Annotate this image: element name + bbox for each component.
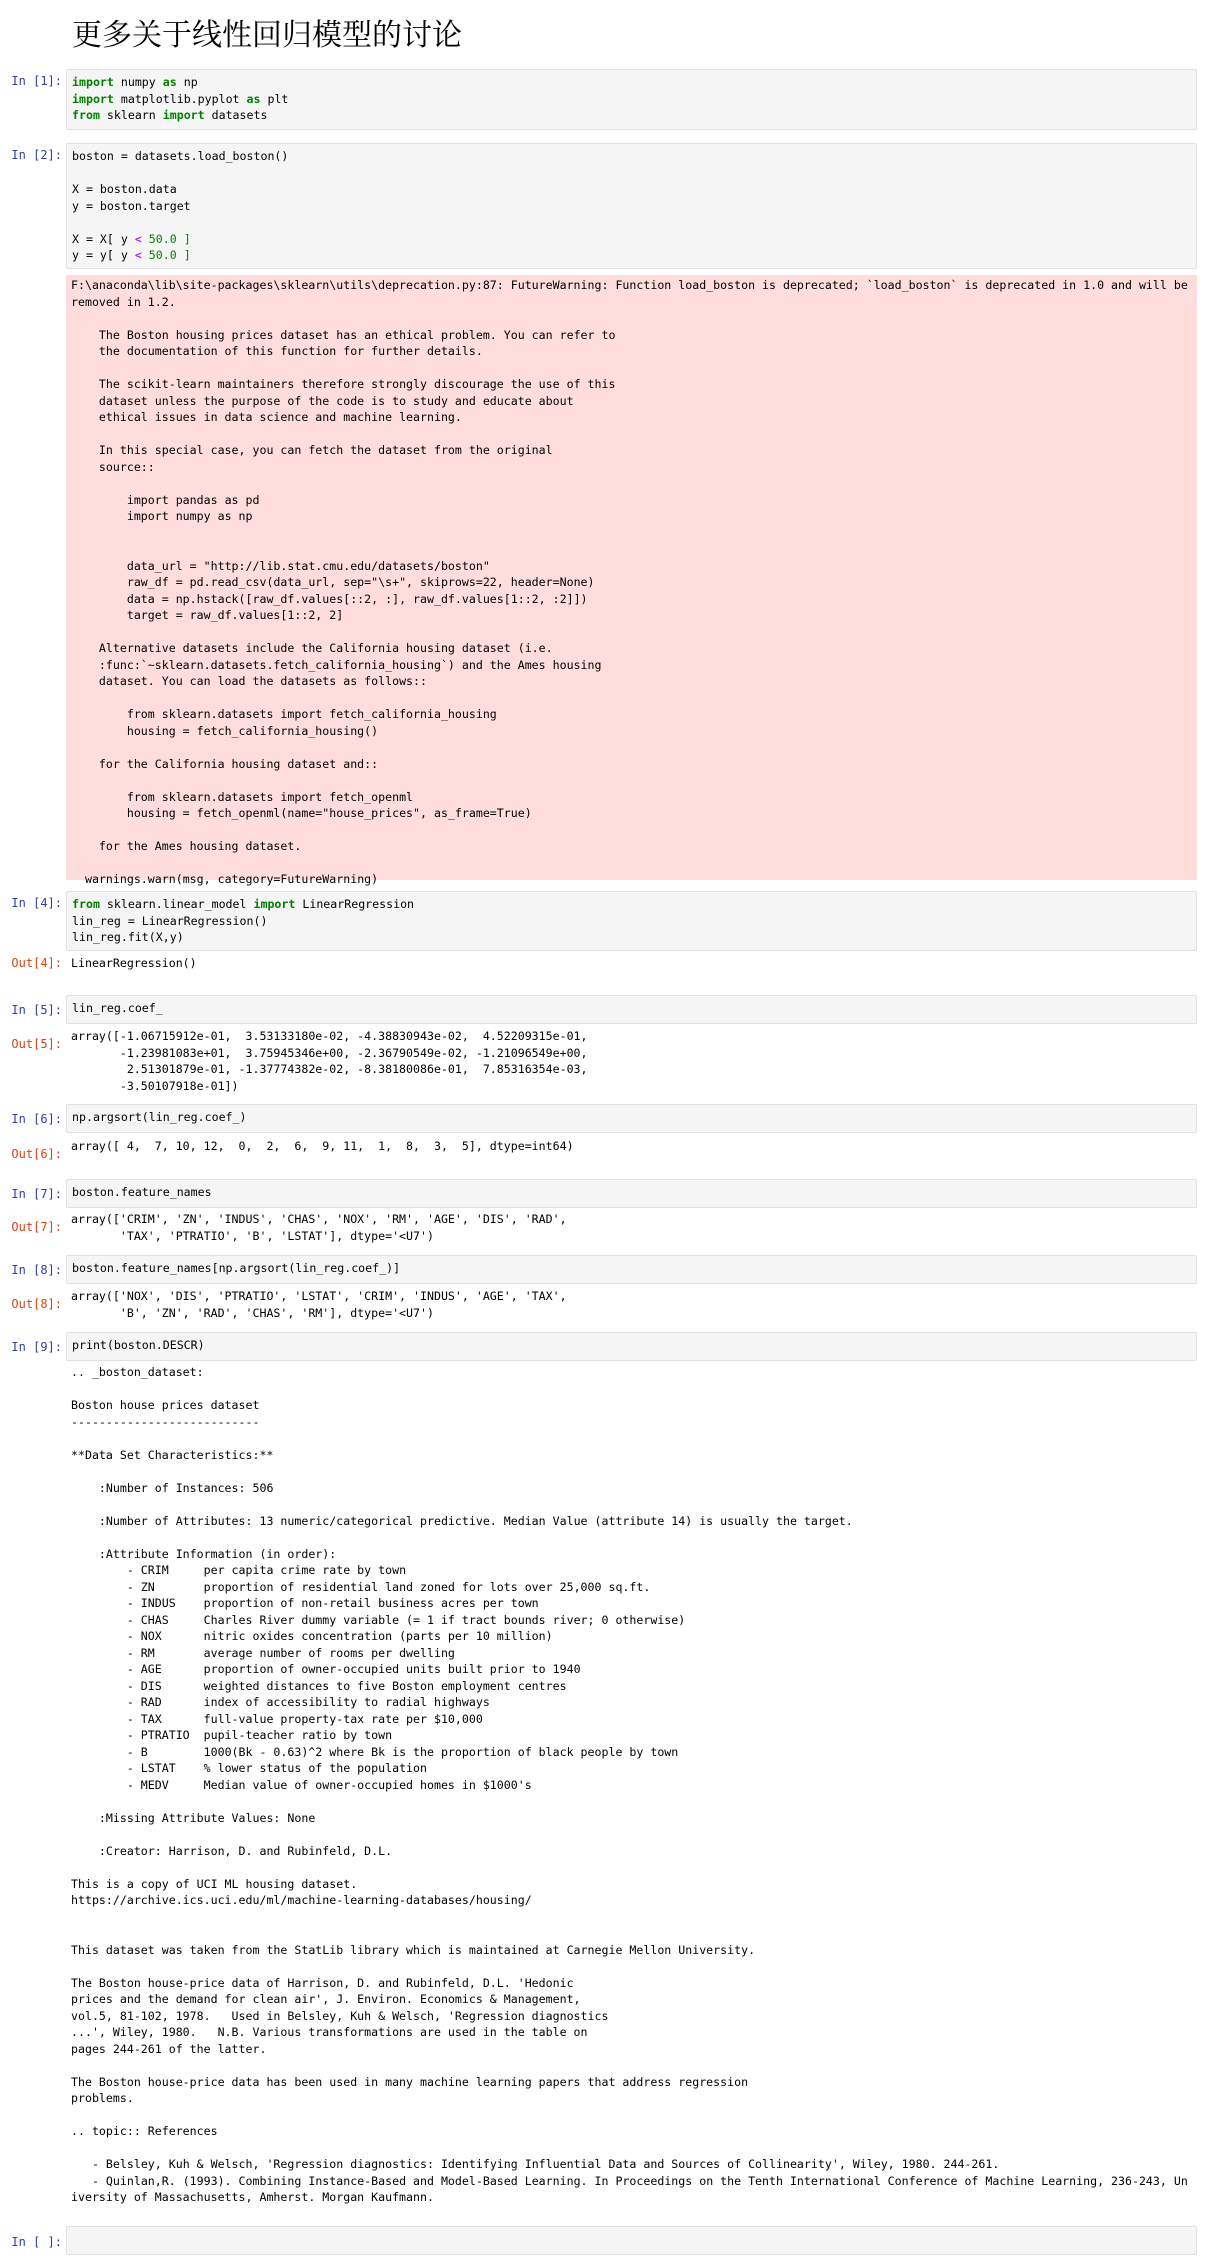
output-prompt: Out[5]: bbox=[11, 1037, 62, 1051]
code-input-cell[interactable] bbox=[66, 1104, 1197, 1133]
output-prompt: Out[8]: bbox=[11, 1297, 62, 1311]
input-prompt: In [5]: bbox=[11, 1003, 62, 1017]
code-editor[interactable] bbox=[67, 1180, 1196, 1205]
warning-text: F:\anaconda\lib\site-packages\sklearn\utils\deprecation.py:87: FutureWarning: Function load_boston is deprecated; `load_boston` is deprecated in 1.0 and will be removed in 1.2. The Boston housing prices dataset has an ethical problem. You can refer to the documentation of this function for further details. The scikit-learn maintainers therefore strongly discourage the use of this dataset unless the purpose of the code is to study and educate about ethical issues in data science and machine learning. In this special case, you can fetch the dataset from the original source:: import pandas as pd import numpy as np data_url = "http://lib.stat.cmu.edu/datasets/boston" raw_df = pd.read_csv(data_url, sep="\s+", skiprows=22, header=None) data = np.hstack([raw_df.values[::2, :], raw_df.values[1::2, :2]]) target = raw_df.values[1::2, 2] Alternative datasets include the California housing dataset (i.e. :func:`~sklearn.datasets.fetch_california_housing`) and the Ames housing dataset. You can load the datasets as follows:: from sklearn.datasets import fetch_california_housing housing = fetch_california_housing() for the California housing dataset and:: from sklearn.datasets import fetch_openml housing = fetch_openml(name="house_prices", as_frame=True) for the Ames housing dataset. warnings.warn(msg, category=FutureWarning) bbox=[71, 278, 1188, 886]
code-line: print(boston.DESCR) bbox=[72, 1338, 205, 1352]
cell-output bbox=[66, 1364, 1197, 2206]
output-prompt: Out[6]: bbox=[11, 1147, 62, 1161]
code-line: from sklearn import datasets bbox=[72, 108, 268, 122]
code-line: boston = datasets.load_boston() bbox=[72, 149, 289, 163]
code-line: import numpy as np bbox=[72, 75, 198, 89]
output-text: array(['NOX', 'DIS', 'PTRATIO', 'LSTAT', 'CRIM', 'INDUS', 'AGE', 'TAX', 'B', 'ZN', 'RAD', 'CHAS', 'RM'], dtype='<U7') bbox=[71, 1289, 567, 1320]
cell-output bbox=[66, 955, 1197, 972]
code-line: y = y[ y < 50.0 ] bbox=[72, 248, 191, 262]
code-input-cell[interactable] bbox=[66, 995, 1197, 1024]
cell-output bbox=[66, 1138, 1197, 1155]
output-prompt: Out[4]: bbox=[11, 956, 62, 970]
code-editor[interactable] bbox=[67, 1256, 1196, 1281]
code-line: lin_reg = LinearRegression() bbox=[72, 913, 268, 928]
code-line: import matplotlib.pyplot as plt bbox=[72, 91, 289, 106]
code-editor[interactable] bbox=[67, 70, 1196, 128]
output-text: array([ 4, 7, 10, 12, 0, 2, 6, 9, 11, 1, 8, 3, 5], dtype=int64) bbox=[71, 1139, 574, 1153]
code-line: lin_reg.coef_ bbox=[72, 1001, 163, 1015]
notebook-title: 更多关于线性回归模型的讨论 bbox=[72, 18, 462, 53]
dataset-description: .. _boston_dataset: Boston house prices dataset --------------------------- **Data Set Characteristics:** :Number of Instances: 506 :Number of Attributes: 13 numeric/categorical predictive. Median Value (attribute 14) is usually the target. :Attribute Information (in order): - CRIM per capita crime rate by town - ZN proportion of residential land zoned for lots over 25,000 sq.ft. - INDUS proportion of non-retail business acres per town - CHAS Charles River dummy variable (= 1 if tract bounds river; 0 otherwise) - NOX nitric oxides concentration (parts per 10 million) - RM average number of rooms per dwelling - AGE proportion of owner-occupied units built prior to 1940 - DIS weighted distances to five Boston employment centres - RAD index of accessibility to radial highways - TAX full-value property-tax rate per $10,000 - PTRATIO pupil-teacher ratio by town - B 1000(Bk - 0.63)^2 where Bk is the proportion of black people by town - LSTAT % lower status of the population - MEDV Median value of owner-occupied homes in $1000's :Missing Attribute Values: None :Creator: Harrison, D. and Rubinfeld, D.L. This is a copy of UCI ML housing dataset. https://archive.ics.uci.edu/ml/machine-learning-databases/housing/ This dataset was taken from the StatLib library which is maintained at Carnegie Mellon University. The Boston house-price data of Harrison, D. and Rubinfeld, D.L. 'Hedonic prices and the demand for clean air', J. Environ. Economics & Management, vol.5, 81-102, 1978. Used in Belsley, Kuh & Welsch, 'Regression diagnostics ...', Wiley, 1980. N.B. Various transformations are used in the table on pages 244-261 of the latter. The Boston house-price data has been used in many machine learning papers that address regression problems. .. topic:: References - Belsley, Kuh & Welsch, 'Regression diagnostics: Identifying Influential Data and Sources of Collinearity', Wiley, 1980. 244-261. - Quinlan,R. (1993). Combining Instance-Based and Model-Based Learning. In Proceedings on the Tenth International Conference of Machine Learning, 236-243, University of Massachusetts, Amherst. Morgan Kaufmann. bbox=[71, 1365, 1188, 2204]
input-prompt: In [8]: bbox=[11, 1263, 62, 1277]
code-editor[interactable] bbox=[67, 1105, 1196, 1130]
input-prompt: In [4]: bbox=[11, 896, 62, 910]
output-prompt: Out[7]: bbox=[11, 1220, 62, 1234]
code-editor[interactable] bbox=[67, 2227, 1196, 2235]
cell-output bbox=[66, 1028, 1197, 1094]
code-line: from sklearn.linear_model import LinearRegression bbox=[72, 897, 415, 911]
code-input-cell[interactable] bbox=[66, 1179, 1197, 1208]
code-line: np.argsort(lin_reg.coef_) bbox=[72, 1110, 247, 1124]
cell-output bbox=[66, 1288, 1197, 1321]
input-prompt: In [2]: bbox=[11, 148, 62, 162]
code-line: boston.feature_names[np.argsort(lin_reg.coef_)] bbox=[72, 1261, 401, 1275]
code-input-cell[interactable] bbox=[66, 1255, 1197, 1284]
code-line: y = boston.target bbox=[72, 198, 191, 213]
cell-output bbox=[66, 1211, 1197, 1244]
code-editor[interactable] bbox=[67, 1333, 1196, 1358]
output-text: LinearRegression() bbox=[71, 956, 197, 970]
code-line: boston.feature_names bbox=[72, 1185, 212, 1199]
code-input-cell[interactable] bbox=[66, 69, 1197, 130]
input-prompt: In [1]: bbox=[11, 74, 62, 88]
code-editor[interactable] bbox=[67, 996, 1196, 1021]
code-line: X = boston.data bbox=[72, 182, 177, 196]
stderr-output bbox=[66, 275, 1197, 886]
code-editor[interactable] bbox=[67, 144, 1196, 268]
input-prompt: In [9]: bbox=[11, 1340, 62, 1354]
input-prompt: In [ ]: bbox=[11, 2235, 62, 2249]
code-line: X = X[ y < 50.0 ] bbox=[72, 231, 191, 246]
code-editor[interactable] bbox=[67, 892, 1196, 950]
code-input-cell[interactable] bbox=[66, 143, 1197, 269]
input-prompt: In [7]: bbox=[11, 1187, 62, 1201]
output-text: array(['CRIM', 'ZN', 'INDUS', 'CHAS', 'NOX', 'RM', 'AGE', 'DIS', 'RAD', 'TAX', 'PTRATIO', 'B', 'LSTAT'], dtype='<U7') bbox=[71, 1212, 567, 1243]
code-input-cell[interactable] bbox=[66, 1332, 1197, 1361]
code-line: lin_reg.fit(X,y) bbox=[72, 930, 184, 944]
input-prompt: In [6]: bbox=[11, 1112, 62, 1126]
code-input-cell[interactable] bbox=[66, 891, 1197, 951]
output-text: array([-1.06715912e-01, 3.53133180e-02, -4.38830943e-02, 4.52209315e-01, -1.23981083e+01, 3.75945346e+00, -2.36790549e-02, -1.21096549e+00, 2.51301879e-01, -1.37774382e-02, -8.38180086e-01, 7.85316354e-03, -3.50107918e-01]) bbox=[71, 1029, 588, 1093]
empty-code-input-cell[interactable] bbox=[66, 2226, 1197, 2255]
